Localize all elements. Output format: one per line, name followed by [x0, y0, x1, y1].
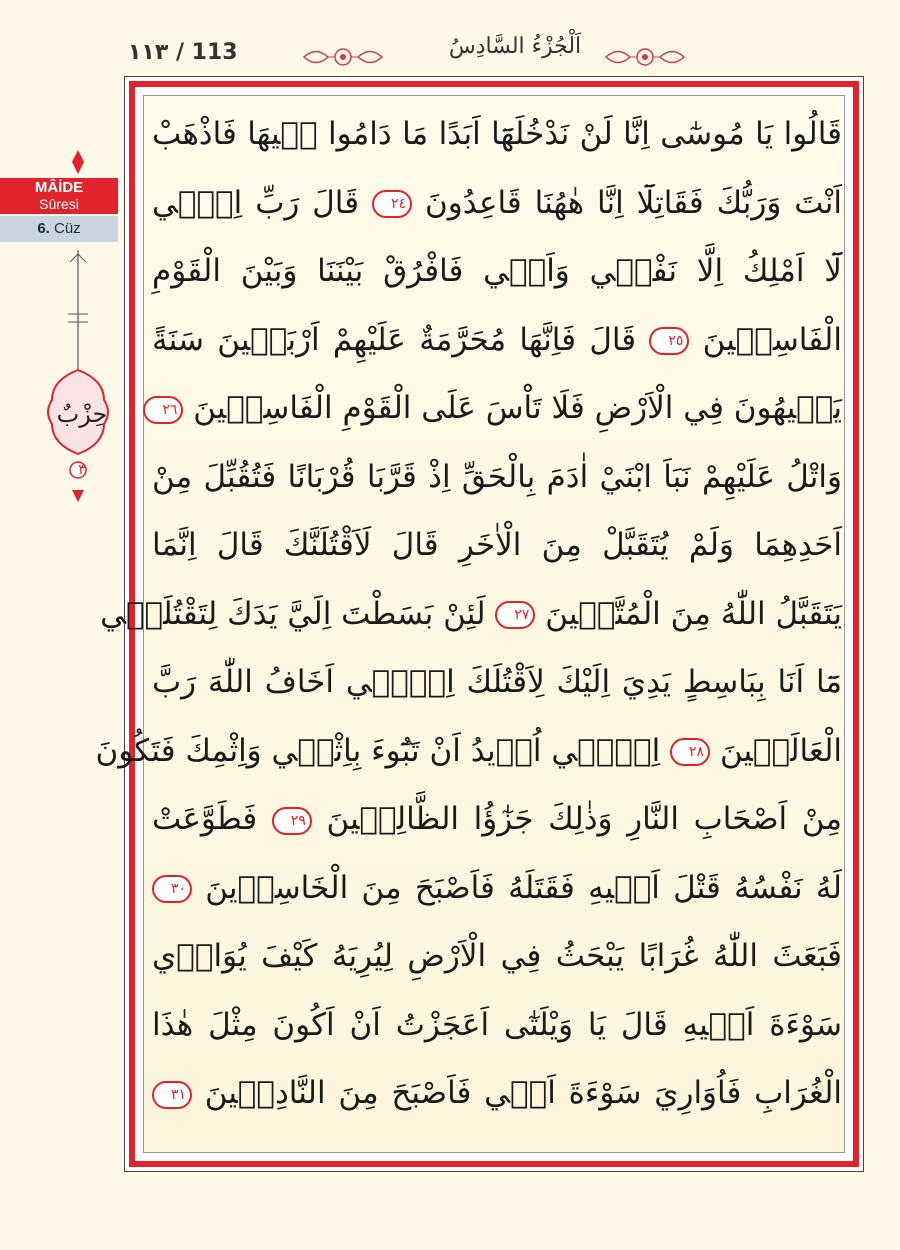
hizb-number: ٣: [78, 462, 86, 478]
hizb-label: حِزْبٌ: [56, 400, 108, 428]
verse-number: ٢٥: [649, 327, 689, 355]
text-line: الْفَاسِق۪ينَ ٢٥ قَالَ فَاِنَّهَا مُحَرَّمَةٌ عَلَيْهِمْ اَرْبَع۪ينَ سَنَةً: [152, 321, 842, 358]
juz-label: Cüz: [54, 220, 81, 237]
header-ornament-left: [302, 44, 384, 70]
text-line: الْعَالَم۪ينَ ٢٨ اِنّ۪ٓي اُر۪يدُ اَنْ تَبُٓوءَ بِاِثْم۪ي وَاِثْمِكَ فَتَكُونَ: [95, 732, 842, 769]
text-line: يَت۪يهُونَ فِي الْاَرْضِ فَلَا تَاْسَ عَلَى الْقَوْمِ الْفَاسِق۪ينَ ٢٦: [152, 374, 842, 443]
text-line: يَتَقَبَّلُ اللّٰهُ مِنَ الْمُتَّق۪ينَ ٢٧ لَئِنْ بَسَطْتَ اِلَيَّ يَدَكَ لِتَقْتُلَن۪ي: [100, 595, 842, 632]
verse-number: ٣٠: [152, 875, 192, 903]
sura-tab: [0, 178, 118, 214]
text-line: اَنْتَ وَرَبُّكَ فَقَاتِلَٓا اِنَّا هٰهُنَا قَاعِدُونَ ٢٤ قَالَ رَبِّ اِنّ۪ي: [152, 184, 842, 221]
verse-number: ٣١: [152, 1081, 192, 1109]
verse-number: ٢٦: [143, 396, 183, 424]
text-line: لَهُ نَفْسُهُ قَتْلَ اَخ۪يهِ فَقَتَلَهُ فَاَصْبَحَ مِنَ الْخَاسِر۪ينَ ٣٠: [152, 854, 842, 923]
verse-number: ٢٧: [495, 601, 535, 629]
text-line: وَاتْلُ عَلَيْهِمْ نَبَاَ ابْنَيْ اٰدَمَ بِالْحَقِّ اِذْ قَرَّبَا قُرْبَانًا فَتُقُبِّلَ مِنْ: [152, 458, 842, 495]
text-line: مَٓا اَنَا بِبَاسِطٍ يَدِيَ اِلَيْكَ لِاَقْتُلَكَ اِنّ۪ٓي اَخَافُ اللّٰهَ رَبَّ: [152, 664, 842, 700]
juz-tab: [0, 216, 118, 242]
text-line: لَٓا اَمْلِكُ اِلَّا نَفْس۪ي وَاَخ۪ي فَافْرُقْ بَيْنَنَا وَبَيْنَ الْقَوْمِ: [152, 253, 842, 289]
text-line: سَوْءَةَ اَخ۪يهِ قَالَ يَا وَيْلَتٰٓى اَعَجَزْتُ اَنْ اَكُونَ مِثْلَ هٰذَا: [152, 1006, 842, 1043]
verse-number: ٢٤: [372, 190, 412, 218]
text-line: مِنْ اَصْحَابِ النَّارِ وَذٰلِكَ جَزٰٓؤُا الظَّالِم۪ينَ ٢٩ فَطَوَّعَتْ: [152, 801, 842, 837]
page-number: ١١٣ / 113: [128, 40, 238, 65]
juz-title: اَلْجُزْءُ السَّادِسُ: [448, 34, 582, 59]
juz-number: 6.: [37, 220, 50, 237]
sura-name: MÂİDE: [34, 179, 84, 196]
sura-label: Sûresi: [39, 196, 79, 212]
text-line: اَحَدِهِمَا وَلَمْ يُتَقَبَّلْ مِنَ الْاٰخَرِ قَالَ لَاَقْتُلَنَّكَ قَالَ اِنَّمَا: [152, 527, 842, 563]
text-line: قَالُوا يَا مُوسٰٓى اِنَّا لَنْ نَدْخُلَهَٓا اَبَدًا مَا دَامُوا ف۪يهَا فَاذْهَبْ: [152, 116, 842, 152]
quran-text: [95, 100, 842, 1128]
verse-number: ٢٩: [272, 807, 312, 835]
verse-number: ٢٨: [670, 738, 710, 766]
header-ornament-right: [604, 44, 686, 70]
text-line: فَبَعَثَ اللّٰهُ غُرَابًا يَبْحَثُ فِي الْاَرْضِ لِيُرِيَهُ كَيْفَ يُوَار۪ي: [152, 938, 842, 974]
text-line: الْغُرَابِ فَاُوَارِيَ سَوْءَةَ اَخ۪ي فَاَصْبَحَ مِنَ النَّادِم۪ينَ ٣١: [152, 1059, 842, 1128]
